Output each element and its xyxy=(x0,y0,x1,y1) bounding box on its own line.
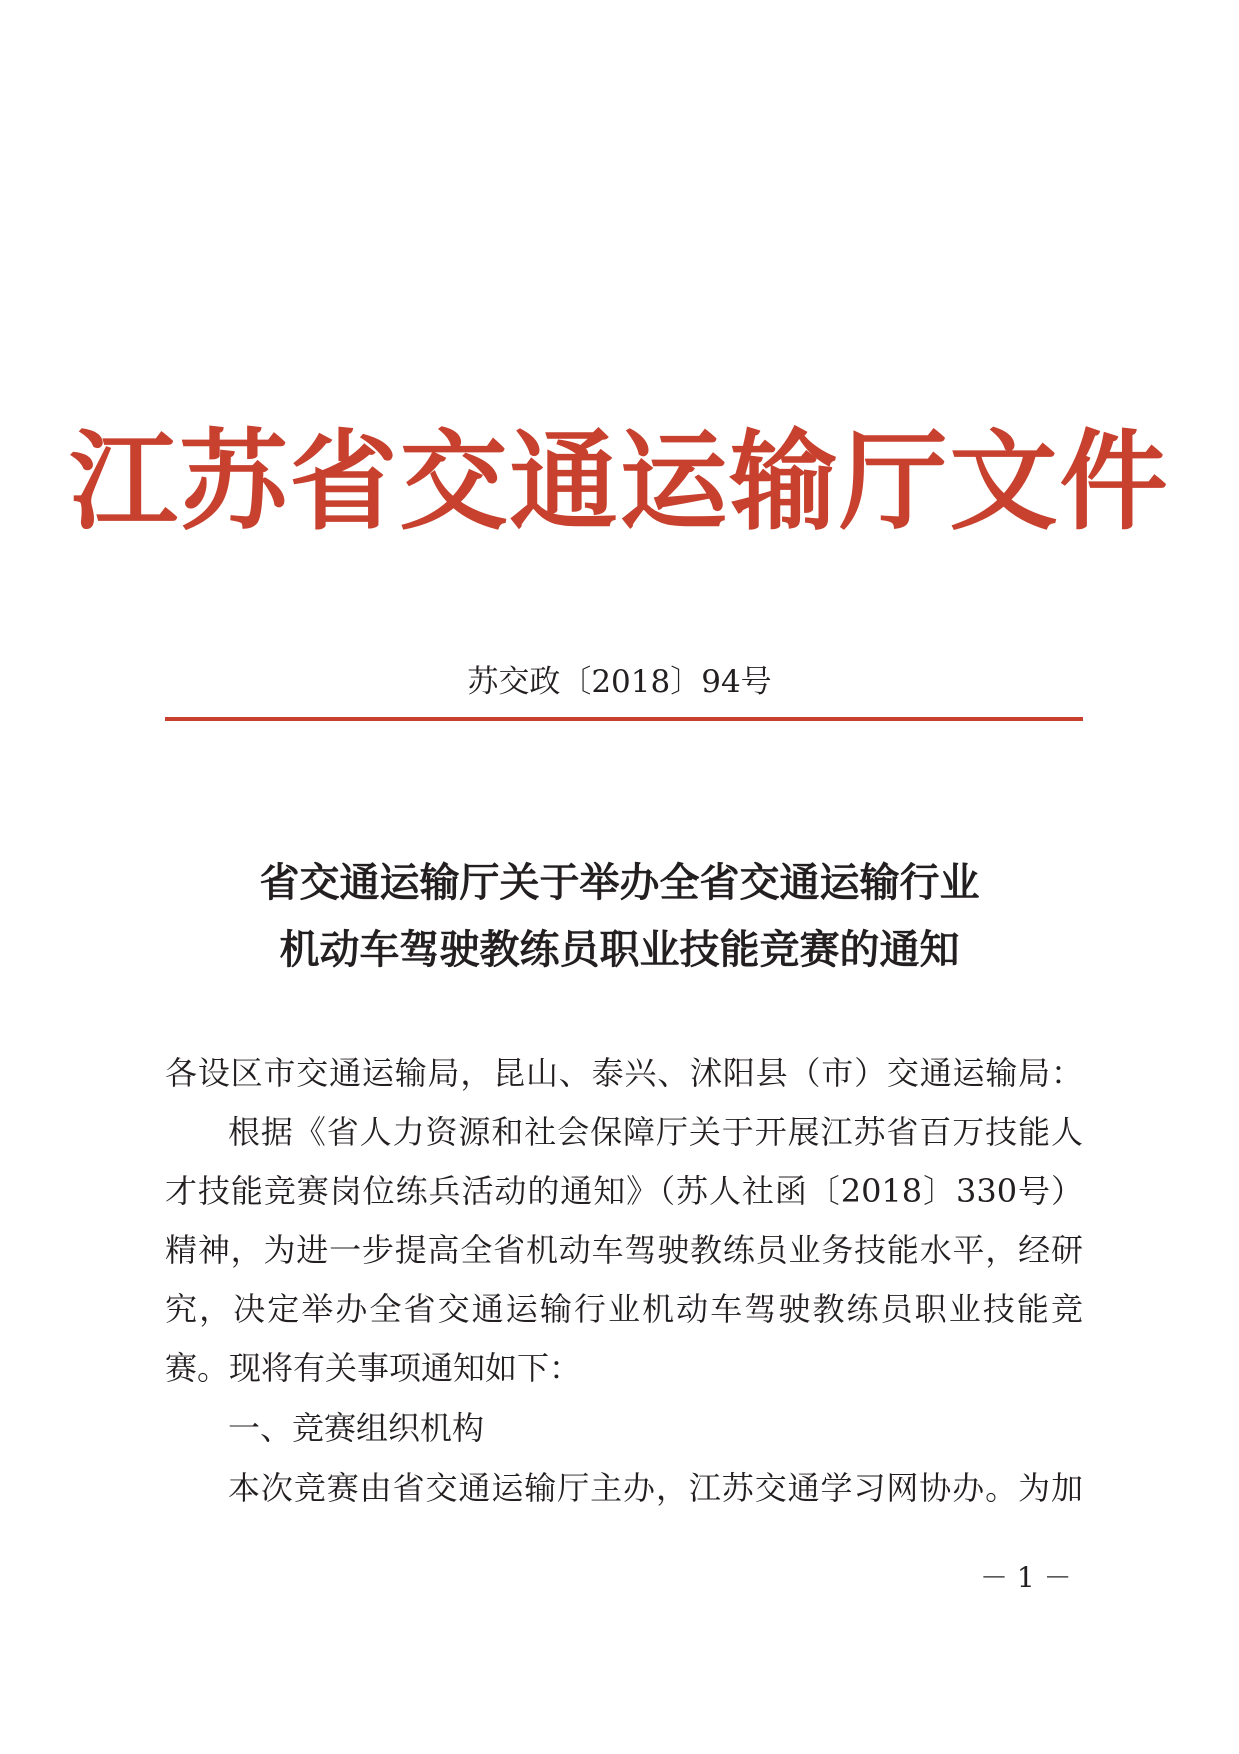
page-number: － 1 － xyxy=(980,1561,1072,1594)
paragraph-2-line-1: 本次竞赛由省交通运输厅主办，江苏交通学习网协办。为加 xyxy=(228,1469,1083,1507)
paragraph-1-line-2: 才技能竞赛岗位练兵活动的通知》（苏人社函〔2018〕330号） xyxy=(165,1172,1083,1210)
paragraph-1-line-4: 究，决定举办全省交通运输行业机动车驾驶教练员职业技能竞 xyxy=(165,1290,1083,1328)
document-number: 苏交政〔2018〕94号 xyxy=(467,664,772,700)
red-divider-rule xyxy=(165,717,1083,721)
notice-title-line-1: 省交通运输厅关于举办全省交通运输行业 xyxy=(259,860,980,906)
section-heading-1: 一、竞赛组织机构 xyxy=(228,1409,485,1447)
addressee-line: 各设区市交通运输局，昆山、泰兴、沭阳县（市）交通运输局： xyxy=(165,1054,1083,1092)
paragraph-1-line-1: 根据《省人力资源和社会保障厅关于开展江苏省百万技能人 xyxy=(228,1113,1083,1151)
notice-title-line-2: 机动车驾驶教练员职业技能竞赛的通知 xyxy=(279,927,960,973)
masthead-title: 江苏省交通运输厅文件 xyxy=(69,420,1170,545)
paragraph-1-line-5: 赛。现将有关事项通知如下： xyxy=(165,1349,582,1387)
paragraph-1-line-3: 精神，为进一步提高全省机动车驾驶教练员业务技能水平，经研 xyxy=(165,1231,1083,1269)
